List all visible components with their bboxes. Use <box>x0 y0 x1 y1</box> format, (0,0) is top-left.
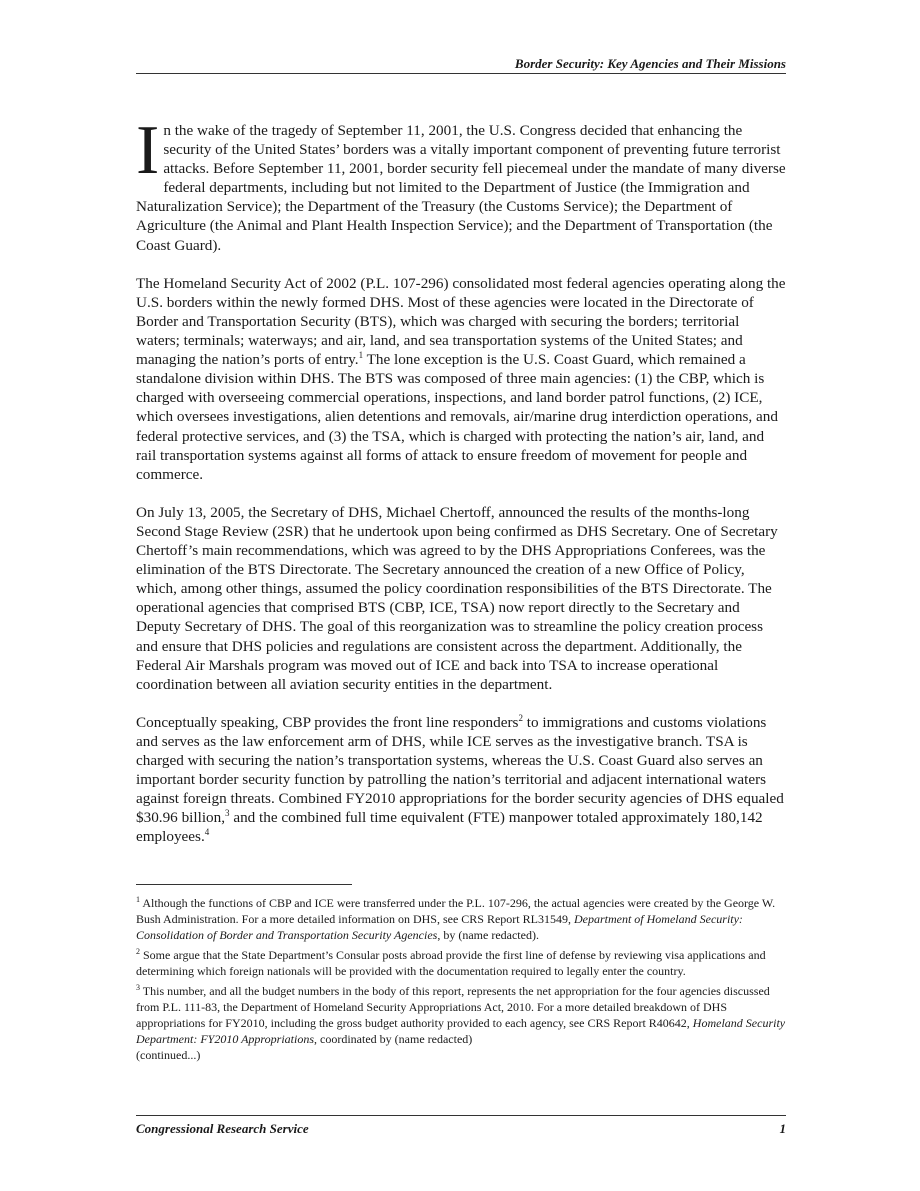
footnote-text: , by (name redacted). <box>437 928 539 942</box>
footer-divider <box>136 1115 786 1116</box>
paragraph-agency-roles <box>136 713 786 847</box>
footnote-report-title: Department of Homeland Security: Consolidation of Border and Transportation Security Agencies <box>136 912 743 942</box>
report-body <box>136 112 786 866</box>
drop-cap: I <box>136 112 160 189</box>
footnote-1 <box>136 895 786 943</box>
page-number: 1 <box>779 1121 786 1136</box>
paragraph-homeland-security-act <box>136 274 786 484</box>
footnote-number: 3 <box>136 983 140 992</box>
footnote-ref-3[interactable]: 3 <box>225 808 230 819</box>
paragraph-text: The lone exception is the U.S. Coast Guard, which remained a standalone division within DHS. The BTS was composed of three main agencies: (1) the CBP, which is charged with overseeing commercial operations, inspections, and land border patrol functions, (2) ICE, which oversees investigations, alien detentions and removals, air/marine drug interdiction operations, and federal protective services, and (3) the TSA, which is charged with protecting the nation’s air, land, and rail transportation systems against all forms of attack to ensure freedom of movement for people and commerce. <box>136 351 778 483</box>
footnotes <box>136 895 786 1067</box>
footnote-ref-1[interactable]: 1 <box>358 350 364 361</box>
paragraph-text: Conceptually speaking, CBP provides the front line responders <box>136 713 519 731</box>
footnote-number: 2 <box>136 947 140 956</box>
footnote-divider <box>136 884 352 885</box>
paragraph-text: and the combined full time equivalent (FTE) manpower totaled approximately 180,142 employees. <box>136 809 763 846</box>
paragraph-intro <box>136 112 786 255</box>
footnote-continued: (continued...) <box>136 1048 201 1062</box>
footnote-ref-4[interactable]: 4 <box>204 827 210 838</box>
footnote-3 <box>136 983 786 1063</box>
header-divider <box>136 73 786 74</box>
footnote-text: , coordinated by (name redacted) <box>314 1032 473 1046</box>
paragraph-text: to immigrations and customs violations and serves as the law enforcement arm of DHS, while ICE serves as the investigative branch. TSA is charged with securing the nation’s transportation systems, whereas the U.S. Coast Guard also serves an important border security function by patrolling the nation’s territorial and adjacent international waters against foreign threats. Combined FY2010 appropriations for the border security agencies of DHS equaled $30.96 billion, <box>136 713 784 827</box>
footer-publisher: Congressional Research Service <box>136 1121 309 1136</box>
footnote-number: 1 <box>136 895 140 904</box>
footnote-ref-2[interactable]: 2 <box>518 712 523 723</box>
footnote-text: This number, and all the budget numbers in the body of this report, represents the net appropriation for the four agencies discussed from P.L. 111-83, the Department of Homeland Security Appropriations Act, 2010. For a more detailed breakdown of DHS appropriations for FY2010, including the gross budget authority provided to each agency, see CRS Report R40642, <box>136 984 770 1030</box>
paragraph-text: The Homeland Security Act of 2002 (P.L. 107-296) consolidated most federal agencies operating along the U.S. borders within the newly formed DHS. Most of these agencies were located in the Directorate of Border and Transportation Security (BTS), which was charged with securing the borders; territorial waters; terminals; waterways; and air, land, and sea transportation systems of the United States; and managing the nation’s ports of entry. <box>136 274 786 369</box>
footnote-text: Although the functions of CBP and ICE were transferred under the P.L. 107-296, the actual agencies were created by the George W. Bush Administration. For a more detailed information on DHS, see CRS Report RL31549, <box>136 896 776 926</box>
paragraph-second-stage-review: On July 13, 2005, the Secretary of DHS, Michael Chertoff, announced the results of the months-long Second Stage Review (2SR) that he undertook upon being confirmed as DHS Secretary. One of Secretary Chertoff’s main recommendations, which was agreed to by the DHS Appropriations Conferees, was the elimination of the BTS Directorate. The Secretary announced the creation of a new Office of Policy, which, among other things, assumed the policy coordination responsibilities of the BTS Directorate. The operational agencies that comprised BTS (CBP, ICE, TSA) now report directly to the Secretary and Deputy Secretary of DHS. The goal of this reorganization was to streamline the policy creation process and ensure that DHS policies and regulations are consistent across the department. Additionally, the Federal Air Marshals program was moved out of ICE and back into TSA to increase operational coordination between all aviation security entities in the department. <box>136 503 778 693</box>
paragraph-intro-text: n the wake of the tragedy of September 11, 2001, the U.S. Congress decided that enhancing the security of the United States’ borders was a vitally important component of preventing future terrorist attacks. Before September 11, 2001, border security fell piecemeal under the mandate of many diverse federal departments, including but not limited to the Department of Justice (the Immigration and Naturalization Service); the Department of the Treasury (the Customs Service); the Department of Agriculture (the Animal and Plant Health Inspection Service); and the Department of Transportation (the Coast Guard). <box>136 122 786 254</box>
footnote-report-title: Homeland Security Department: FY2010 Appropriations <box>136 1016 786 1046</box>
footnote-text: Some argue that the State Department’s Consular posts abroad provide the first line of defense by reviewing visa applications and determining which foreign nationals will be provided with the documentation required to legally enter the country. <box>136 948 766 978</box>
running-header: Border Security: Key Agencies and Their Missions <box>514 56 786 71</box>
footnote-2 <box>136 947 786 979</box>
